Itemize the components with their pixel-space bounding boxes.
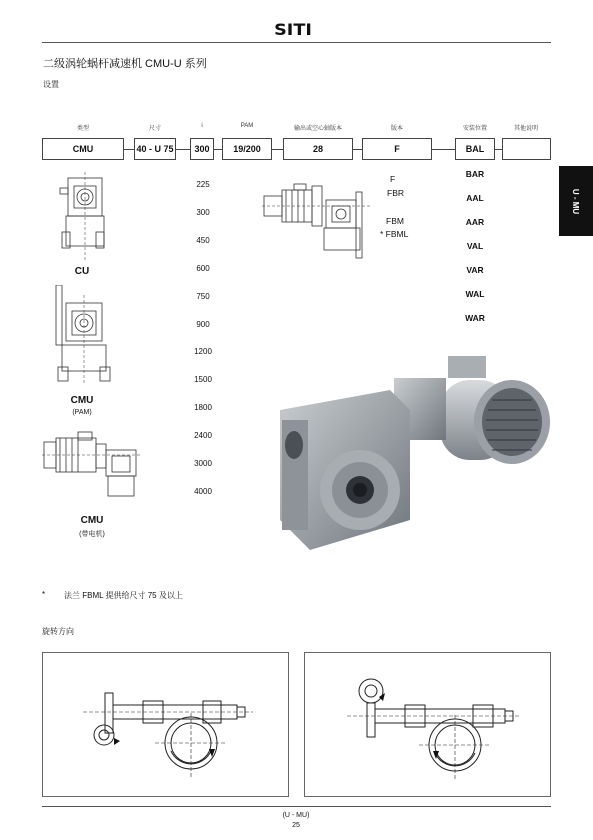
ratio-value: 900 — [196, 320, 210, 329]
section-tab-label: U - MU — [571, 188, 581, 214]
mounting-option: AAR — [465, 217, 485, 227]
ratio-value: 1200 — [194, 347, 212, 356]
rotation-diagram-right — [304, 652, 551, 797]
header-rule — [42, 42, 551, 43]
header-other: 其他说明 — [513, 126, 538, 132]
flange-version-drawing — [262, 176, 372, 266]
header-mounting: 安装位置 — [462, 126, 487, 132]
header-output-shaft: 输出或空心轴版本 — [293, 126, 342, 132]
header-ratio: i — [201, 123, 203, 129]
ratio-value: 450 — [196, 236, 210, 245]
cu-drawing — [58, 172, 110, 262]
connector-line — [353, 149, 362, 150]
connector-line — [176, 149, 190, 150]
ratio-value: 750 — [196, 292, 210, 301]
config-other — [502, 138, 551, 160]
cmu-pam-sublabel: (PAM) — [72, 409, 92, 416]
ratio-value: 1500 — [194, 375, 212, 384]
config-pam: 19/200 — [222, 138, 272, 160]
mounting-option: BAR — [465, 169, 485, 179]
cmu-motor-label: CMU — [80, 515, 104, 526]
header-type: 类型 — [76, 126, 89, 132]
cmu-pam-label: CMU — [70, 395, 94, 406]
connector-line — [214, 149, 222, 150]
config-output-shaft: 28 — [283, 138, 353, 160]
page-title: 二级涡轮蜗杆减速机 CMU-U 系列 — [43, 58, 207, 70]
footnote-text: 法兰 FBML 提供给尺寸 75 及以上 — [64, 591, 183, 600]
config-type: CMU — [42, 138, 124, 160]
gearbox-product-photo — [270, 350, 555, 560]
connector-line — [124, 149, 134, 150]
config-mounting: BAL — [455, 138, 495, 160]
section-tab — [559, 166, 593, 236]
header-version: 版本 — [390, 126, 403, 132]
mounting-option: AAL — [466, 193, 484, 203]
flange-option: F — [390, 174, 396, 184]
mounting-option: VAL — [466, 241, 484, 251]
ratio-value: 1800 — [194, 403, 212, 412]
rotation-heading: 旋转方向 — [42, 627, 74, 636]
ratio-value: 2400 — [194, 431, 212, 440]
mounting-option: WAL — [465, 289, 485, 299]
section-subtitle: 设置 — [43, 80, 59, 89]
cmu-motor-sublabel: (带电机) — [79, 531, 105, 538]
connector-line — [432, 149, 455, 150]
header-pam: PAM — [240, 123, 254, 129]
cmu-motor-drawing — [42, 428, 142, 504]
ratio-value: 3000 — [194, 459, 212, 468]
ratio-value: 225 — [196, 180, 210, 189]
header-size: 尺寸 — [148, 126, 161, 132]
ratio-value: 600 — [196, 264, 210, 273]
connector-line — [495, 149, 502, 150]
flange-option: FBM — [386, 216, 404, 226]
mounting-option: VAR — [466, 265, 484, 275]
flange-option: FBR — [387, 188, 404, 198]
ratio-value: 300 — [196, 208, 210, 217]
footer-section: (U - MU) — [282, 812, 310, 819]
config-size: 40 - U 75 — [134, 138, 176, 160]
rotation-diagram-left — [42, 652, 289, 797]
flange-option: * FBML — [380, 229, 409, 239]
footnote-mark: * — [42, 590, 46, 599]
footer-rule — [42, 806, 551, 807]
config-version: F — [362, 138, 432, 160]
cmu-pam-drawing — [52, 285, 118, 385]
ratio-value: 4000 — [194, 487, 212, 496]
connector-line — [272, 149, 283, 150]
siti-logo: SITI — [274, 20, 312, 39]
cu-label: CU — [74, 266, 90, 277]
rotation-drawing-right — [305, 653, 550, 796]
page-number: 25 — [292, 822, 300, 829]
mounting-option: WAR — [465, 313, 485, 323]
rotation-drawing-left — [43, 653, 288, 796]
config-ratio: 300 — [190, 138, 214, 160]
